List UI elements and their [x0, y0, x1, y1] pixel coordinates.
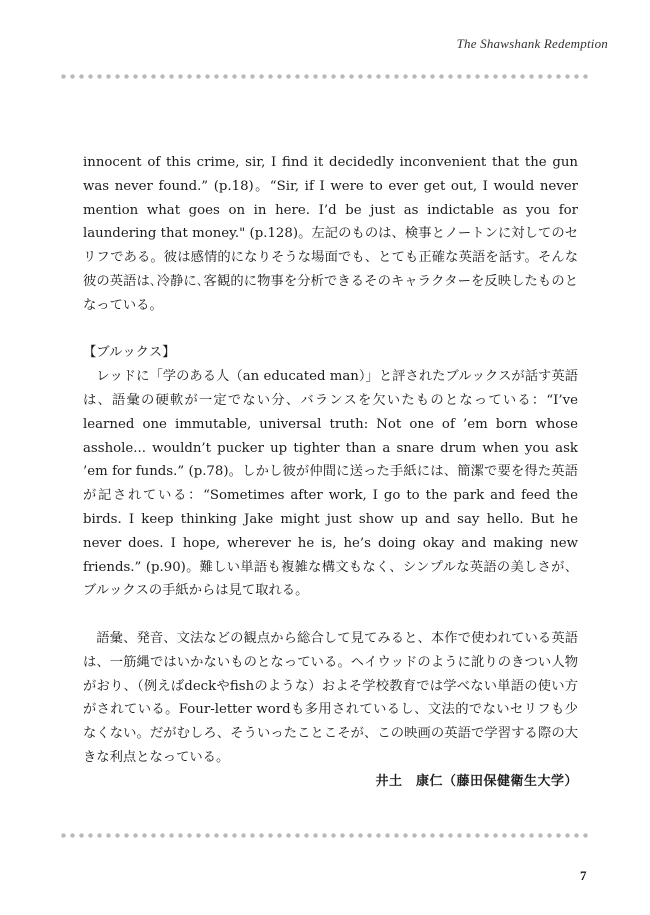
summary-paragraph: 語彙、発音、文法などの観点から総合して見てみると、本作で使われている英語は、一筋縄ではいかないものとなっている。ヘイウッドのように訛りのきつい人物がおり、（例えばdeckやfishのような）およそ学校教育では学べない単語の使い方がされている。Four-letter wordも多用されているし、文法的でないセリフも少なくない。だがむしろ、そういったことこそが、この映画の英語で学習する際の大きな利点となっている。 — [83, 630, 578, 765]
top-dotted-rule — [59, 74, 591, 79]
bottom-dotted-rule — [59, 833, 591, 838]
author-signature: 井土 康仁（藤田保健衛生大学） — [375, 773, 578, 789]
page-number: 7 — [580, 868, 587, 883]
continued-paragraph: innocent of this crime, sir, I find it decidedly inconvenient that the gun was never found.” (p.18)。“Sir, if I were to ever get out, I would never mention what goes on in here. I’d be just as indictable as you for laundering that money." (p.128)。左記のものは、検事とノートンに対してのセリフである。彼は感情的になりそうな場面でも、とても正確な英語を話す。そんな彼の英語は､冷静に､客観的に物事を分析できるそのキャラクターを反映したものとなっている。 — [83, 155, 578, 313]
article-body — [83, 151, 578, 794]
section-heading-brooks: 【ブルックス】 — [83, 345, 176, 361]
brooks-paragraph: レッドに「学のある人（an educated man）」と評されたブルックスが話す英語は、語彙の硬軟が一定でない分、バランスを欠いたものとなっている：“I’ve learned one immutable, universal truth: Not one of ’em born whose asshole... wouldn’t pucker up tighter than a snare drum when you ask ’em for funds.” (p.78)。しかし彼が仲間に送った手紙には、簡潔で要を得た英語が記されている：“Sometimes after work, I go to the park and feed the birds. I keep thinking Jake might just show up and say hello. But he never does. I hope, wherever he is, he’s doing okay and making new friends.” (p.90)。難しい単語も複雑な構文もなく、シンプルな英語の美しさが、ブルックスの手紙からは見て取れる。 — [83, 369, 578, 599]
running-title: The Shawshank Redemption — [456, 36, 608, 51]
